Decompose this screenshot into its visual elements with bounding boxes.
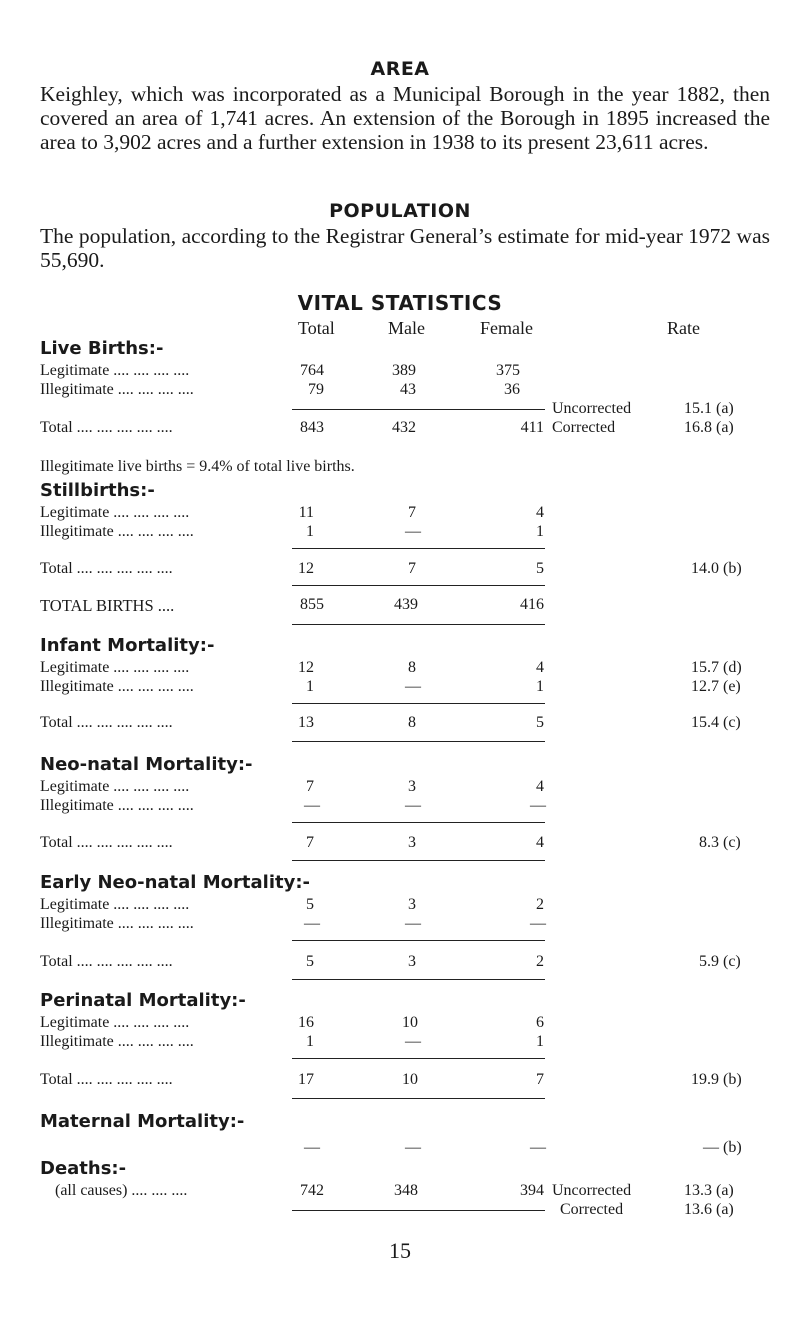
perinatal-legitimate-female: 6	[536, 1014, 544, 1031]
stillbirths-illegitimate-total: 1	[306, 523, 314, 540]
infant-total-female: 5	[536, 714, 544, 731]
stillbirths-illegitimate-label: Illegitimate .... .... .... ....	[40, 523, 194, 540]
area-heading: AREA	[370, 58, 430, 80]
live-births-title: Live Births:-	[40, 338, 164, 359]
live-births-uncorrected-rate: 15.1 (a)	[684, 400, 734, 417]
infant-total-rule	[292, 741, 545, 742]
neonatal-legitimate-label: Legitimate .... .... .... ....	[40, 778, 190, 795]
deaths-male: 348	[394, 1182, 418, 1199]
live-births-corrected-rate: 16.8 (a)	[684, 419, 734, 436]
stillbirths-legitimate-male: 7	[408, 504, 416, 521]
infant-illegitimate-female: 1	[536, 678, 544, 695]
population-heading: POPULATION	[329, 200, 471, 222]
early-neonatal-total-rule	[292, 979, 545, 980]
neonatal-illegitimate-male: —	[405, 797, 421, 814]
infant-total-total: 13	[298, 714, 314, 731]
column-header-male: Male	[388, 318, 425, 338]
total-births-male: 439	[394, 596, 418, 613]
neonatal-rule	[292, 822, 545, 823]
stillbirths-rate: 14.0 (b)	[691, 560, 742, 577]
live-births-legitimate-male: 389	[392, 362, 416, 379]
neonatal-legitimate-total: 7	[306, 778, 314, 795]
live-births-legitimate-label: Legitimate .... .... .... ....	[40, 362, 190, 379]
infant-total-label: Total .... .... .... .... ....	[40, 714, 173, 731]
column-header-rate: Rate	[667, 318, 700, 338]
stillbirths-total-total: 12	[298, 560, 314, 577]
infant-illegitimate-label: Illegitimate .... .... .... ....	[40, 678, 194, 695]
column-header-total: Total	[298, 318, 335, 338]
live-births-total-total: 843	[300, 419, 324, 436]
deaths-corrected-rate: 13.6 (a)	[684, 1201, 734, 1218]
perinatal-mortality-title: Perinatal Mortality:-	[40, 990, 246, 1011]
perinatal-illegitimate-male: —	[405, 1033, 421, 1050]
maternal-female: —	[530, 1139, 546, 1156]
early-neonatal-total-total: 5	[306, 953, 314, 970]
deaths-uncorrected-label: Uncorrected	[552, 1182, 632, 1199]
vital-statistics-heading: VITAL STATISTICS	[297, 291, 503, 315]
infant-legitimate-total: 12	[298, 659, 314, 676]
neonatal-legitimate-male: 3	[408, 778, 416, 795]
live-births-illegitimate-total: 79	[308, 381, 324, 398]
infant-illegitimate-total: 1	[306, 678, 314, 695]
neonatal-total-rate: 8.3 (c)	[699, 834, 741, 851]
early-neonatal-illegitimate-female: —	[530, 915, 546, 932]
area-paragraph: Keighley, which was incorporated as a Municipal Borough in the year 1882, then covered an area of 1,741 acres. An extension of the Borough in 1895 increased the area to 3,902 acres and a further extension in 1938 to its present 23,611 acres.	[40, 82, 770, 154]
live-births-total-male: 432	[392, 419, 416, 436]
stillbirths-illegitimate-male: —	[405, 523, 421, 540]
early-neonatal-total-female: 2	[536, 953, 544, 970]
total-births-label: TOTAL BIRTHS ....	[40, 596, 175, 615]
infant-legitimate-male: 8	[408, 659, 416, 676]
perinatal-total-rule	[292, 1098, 545, 1099]
perinatal-total-rate: 19.9 (b)	[691, 1071, 742, 1088]
early-neonatal-total-rate: 5.9 (c)	[699, 953, 741, 970]
stillbirths-rule	[292, 548, 545, 549]
early-neonatal-rule	[292, 940, 545, 941]
infant-illegitimate-male: —	[405, 678, 421, 695]
total-births-rule	[292, 624, 545, 625]
total-births-total: 855	[300, 596, 324, 613]
neonatal-total-label: Total .... .... .... .... ....	[40, 834, 173, 851]
live-births-rule	[292, 409, 545, 410]
perinatal-legitimate-total: 16	[298, 1014, 314, 1031]
deaths-uncorrected-rate: 13.3 (a)	[684, 1182, 734, 1199]
live-births-illegitimate-female: 36	[504, 381, 520, 398]
neonatal-illegitimate-label: Illegitimate .... .... .... ....	[40, 797, 194, 814]
live-births-legitimate-total: 764	[300, 362, 324, 379]
deaths-title: Deaths:-	[40, 1158, 127, 1179]
stillbirths-total-female: 5	[536, 560, 544, 577]
neonatal-total-male: 3	[408, 834, 416, 851]
early-neonatal-legitimate-total: 5	[306, 896, 314, 913]
perinatal-illegitimate-total: 1	[306, 1033, 314, 1050]
perinatal-illegitimate-female: 1	[536, 1033, 544, 1050]
infant-illegitimate-rate: 12.7 (e)	[691, 678, 741, 695]
neonatal-illegitimate-female: —	[530, 797, 546, 814]
live-births-total-label: Total .... .... .... .... ....	[40, 419, 173, 436]
stillbirths-illegitimate-female: 1	[536, 523, 544, 540]
deaths-rule	[292, 1210, 545, 1211]
neonatal-total-female: 4	[536, 834, 544, 851]
illegitimate-live-births-note: Illegitimate live births = 9.4% of total live births.	[40, 458, 355, 475]
infant-legitimate-female: 4	[536, 659, 544, 676]
early-neonatal-total-male: 3	[408, 953, 416, 970]
perinatal-illegitimate-label: Illegitimate .... .... .... ....	[40, 1033, 194, 1050]
live-births-corrected-label: Corrected	[552, 419, 616, 436]
neonatal-legitimate-female: 4	[536, 778, 544, 795]
early-neonatal-illegitimate-total: —	[304, 915, 320, 932]
deaths-corrected-label: Corrected	[560, 1201, 624, 1218]
infant-legitimate-label: Legitimate .... .... .... ....	[40, 659, 190, 676]
perinatal-legitimate-male: 10	[402, 1014, 418, 1031]
perinatal-rule	[292, 1058, 545, 1059]
deaths-female: 394	[520, 1182, 544, 1199]
infant-legitimate-rate: 15.7 (d)	[691, 659, 742, 676]
live-births-illegitimate-label: Illegitimate .... .... .... ....	[40, 381, 194, 398]
early-neonatal-legitimate-male: 3	[408, 896, 416, 913]
stillbirths-legitimate-total: 11	[298, 504, 314, 521]
infant-total-rate: 15.4 (c)	[691, 714, 741, 731]
page-number: 15	[389, 1238, 411, 1263]
early-neonatal-total-label: Total .... .... .... .... ....	[40, 953, 173, 970]
stillbirths-total-label: Total .... .... .... .... ....	[40, 560, 173, 577]
stillbirths-total-rule	[292, 585, 545, 586]
live-births-total-female: 411	[520, 419, 544, 436]
neonatal-mortality-title: Neo-natal Mortality:-	[40, 754, 253, 775]
stillbirths-legitimate-label: Legitimate .... .... .... ....	[40, 504, 190, 521]
neonatal-total-rule	[292, 860, 545, 861]
early-neonatal-mortality-title: Early Neo-natal Mortality:-	[40, 872, 310, 893]
neonatal-illegitimate-total: —	[304, 797, 320, 814]
perinatal-total-male: 10	[402, 1071, 418, 1088]
early-neonatal-illegitimate-label: Illegitimate .... .... .... ....	[40, 915, 194, 932]
maternal-total: —	[304, 1139, 320, 1156]
deaths-label: (all causes) .... .... ....	[55, 1182, 188, 1199]
stillbirths-total-male: 7	[408, 560, 416, 577]
neonatal-total-total: 7	[306, 834, 314, 851]
deaths-total: 742	[300, 1182, 324, 1199]
early-neonatal-legitimate-label: Legitimate .... .... .... ....	[40, 896, 190, 913]
early-neonatal-legitimate-female: 2	[536, 896, 544, 913]
maternal-male: —	[405, 1139, 421, 1156]
maternal-rate: — (b)	[703, 1139, 742, 1156]
perinatal-legitimate-label: Legitimate .... .... .... ....	[40, 1014, 190, 1031]
column-header-female: Female	[480, 318, 533, 338]
stillbirths-title: Stillbirths:-	[40, 480, 155, 501]
perinatal-total-female: 7	[536, 1071, 544, 1088]
total-births-female: 416	[520, 596, 544, 613]
live-births-illegitimate-male: 43	[400, 381, 416, 398]
infant-total-male: 8	[408, 714, 416, 731]
perinatal-total-total: 17	[298, 1071, 314, 1088]
population-paragraph: The population, according to the Registrar General’s estimate for mid-year 1972 was 55,690.	[40, 224, 770, 272]
live-births-uncorrected-label: Uncorrected	[552, 400, 632, 417]
stillbirths-legitimate-female: 4	[536, 504, 544, 521]
live-births-legitimate-female: 375	[496, 362, 520, 379]
maternal-mortality-title: Maternal Mortality:-	[40, 1111, 245, 1132]
infant-rule	[292, 703, 545, 704]
infant-mortality-title: Infant Mortality:-	[40, 635, 215, 656]
perinatal-total-label: Total .... .... .... .... ....	[40, 1071, 173, 1088]
early-neonatal-illegitimate-male: —	[405, 915, 421, 932]
